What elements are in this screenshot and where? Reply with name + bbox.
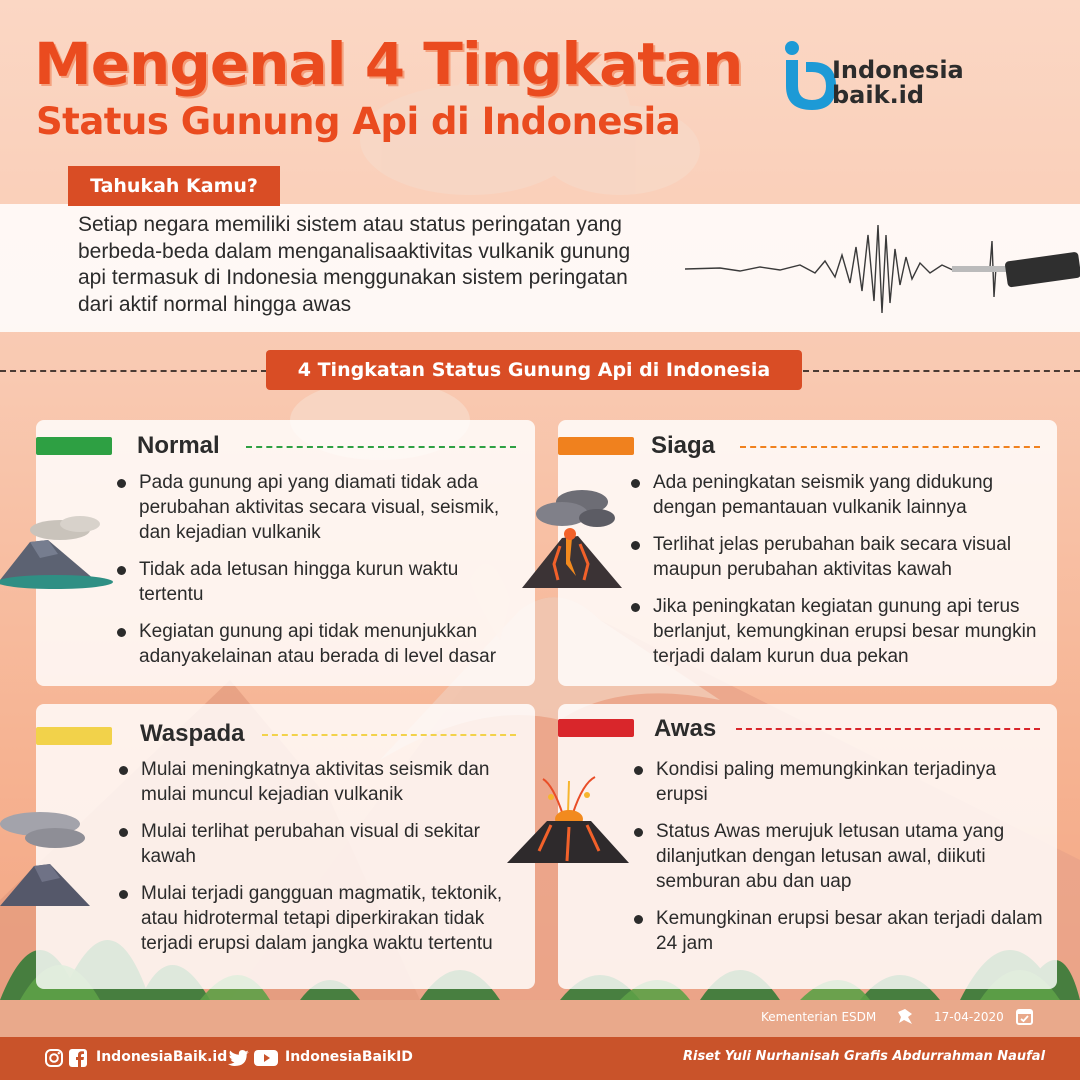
did-you-know-tag: Tahukah Kamu? [68, 166, 280, 206]
list-item: Mulai meningkatnya aktivitas seismik dan mulai muncul kejadian vulkanik [119, 757, 519, 807]
list-item: Kondisi paling memungkinkan terjadinya erupsi [634, 757, 1044, 807]
credit-text: Riset Yuli Nurhanisah Grafis Abdurrahman Naufal [683, 1049, 1046, 1064]
calendar-icon [1016, 1007, 1033, 1025]
level-list-siaga [631, 470, 1041, 681]
list-item: Terlihat jelas perubahan baik secara visual maupun perubahan aktivitas kawah [631, 532, 1041, 582]
logo-text [832, 58, 964, 108]
footer-handle-web[interactable]: IndonesiaBaik.id [96, 1049, 228, 1065]
page-title: Mengenal 4 Tingkatan [34, 30, 743, 98]
level-dash-normal [246, 446, 516, 448]
instagram-icon[interactable] [44, 1048, 64, 1068]
level-color-bar-waspada [36, 727, 112, 745]
list-item: Mulai terjadi gangguan magmatik, tektonik, atau hidrotermal tetapi diperkirakan tidak terjadi erupsi dalam jangka waktu tertentu [119, 881, 519, 956]
intro-line: dari aktif normal hingga awas [78, 292, 352, 316]
intro-line: Setiap negara memiliki sistem atau status peringatan yang [78, 213, 622, 236]
siaga-volcano-icon [512, 480, 630, 596]
list-item: Pada gunung api yang diamati tidak ada perubahan aktivitas secara visual, seismik, dan kejadian vulkanik [117, 470, 517, 545]
list-item: Kemungkinan erupsi besar akan terjadi dalam 24 jam [634, 906, 1044, 956]
level-list-waspada [119, 757, 519, 968]
level-name-siaga: Siaga [651, 432, 716, 459]
normal-volcano-icon [0, 510, 115, 590]
page-subtitle: Status Gunung Api di Indonesia [36, 100, 681, 143]
date-text: 17-04-2020 [934, 1010, 1004, 1024]
esdm-logo-icon [896, 1008, 914, 1026]
footer-handle-social[interactable]: IndonesiaBaikID [285, 1049, 413, 1065]
level-color-bar-siaga [558, 437, 634, 455]
level-name-normal: Normal [137, 432, 220, 459]
list-item: Mulai terlihat perubahan visual di sekitar kawah [119, 819, 519, 869]
section-title: 4 Tingkatan Status Gunung Api di Indonesia [266, 350, 802, 390]
list-item: Tidak ada letusan hingga kurun waktu tertentu [117, 557, 517, 607]
level-color-bar-normal [36, 437, 112, 455]
level-name-awas: Awas [654, 715, 717, 742]
logo-line-2: baik.id [832, 81, 925, 109]
intro-line: api termasuk di Indonesia menggunakan sistem peringatan [78, 266, 628, 289]
list-item: Status Awas merujuk letusan utama yang dilanjutkan dengan letusan awal, diikuti semburan abu dan uap [634, 819, 1044, 894]
intro-text [78, 212, 678, 318]
level-dash-awas [736, 728, 1040, 730]
list-item: Ada peningkatan seismik yang didukung dengan pemantauan vulkanik lainnya [631, 470, 1041, 520]
level-list-awas [634, 757, 1044, 968]
awas-volcano-icon [503, 775, 633, 870]
seismograph-illustration [680, 205, 1080, 333]
level-dash-siaga [740, 446, 1040, 448]
logo-line-1: Indonesia [832, 56, 964, 84]
waspada-volcano-icon [0, 808, 90, 908]
facebook-icon[interactable] [68, 1048, 88, 1068]
list-item: Kegiatan gunung api tidak menunjukkan adanyakelainan atau berada di level dasar [117, 619, 517, 669]
level-list-normal [117, 470, 517, 681]
source-text: Kementerian ESDM [761, 1010, 877, 1024]
intro-line: berbeda-beda dalam menganalisaaktivitas vulkanik gunung [78, 239, 631, 263]
level-color-bar-awas [558, 719, 634, 737]
twitter-icon[interactable] [228, 1049, 250, 1067]
level-dash-waspada [262, 734, 516, 736]
youtube-icon[interactable] [254, 1049, 278, 1067]
list-item: Jika peningkatan kegiatan gunung api terus berlanjut, kemungkinan erupsi besar mungkin terjadi dalam kurun dua pekan [631, 594, 1041, 669]
level-name-waspada: Waspada [140, 720, 245, 747]
